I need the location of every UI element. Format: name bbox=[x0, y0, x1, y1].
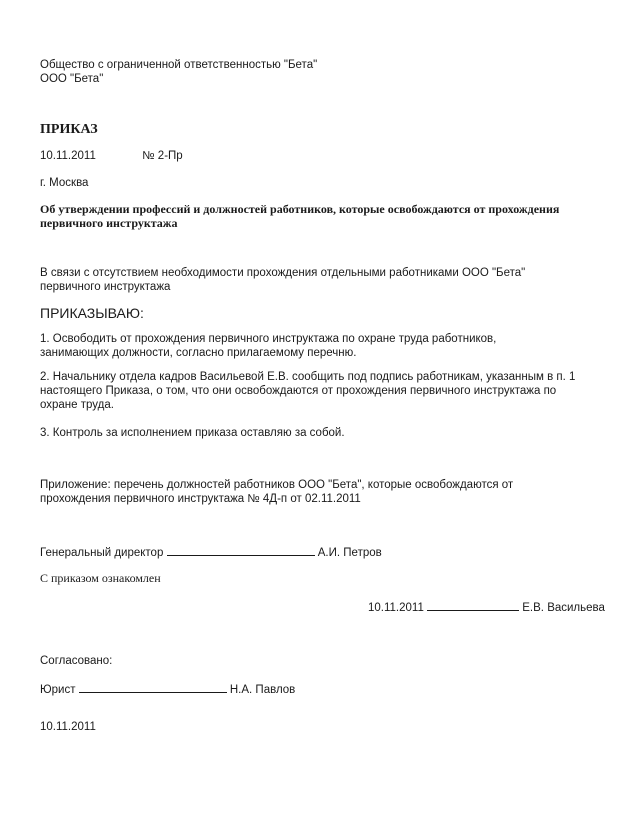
director-name: А.И. Петров bbox=[317, 547, 382, 559]
signature-line bbox=[167, 545, 315, 556]
acknowledged-label: С приказом ознакомлен bbox=[40, 571, 161, 585]
signature-line bbox=[79, 682, 227, 693]
acknowledged-signature bbox=[368, 600, 605, 614]
approved-label: Согласовано: bbox=[40, 655, 113, 667]
lawyer-signature bbox=[40, 682, 295, 696]
approved-date: 10.11.2011 bbox=[40, 721, 96, 733]
order-city: г. Москва bbox=[40, 177, 89, 189]
appendix: Приложение: перечень должностей работников ООО "Бета", которые освобождаются от прохождения первичного инструктажа № 4Д-п от 02.11.2011 bbox=[40, 479, 514, 505]
director-signature bbox=[40, 545, 382, 559]
org-header bbox=[40, 58, 317, 86]
order-date: 10.11.2011 bbox=[40, 150, 96, 162]
order-item-2: 2. Начальнику отдела кадров Васильевой Е.В. сообщить под подпись работникам, указанным в п. 1 настоящего Приказа, о том, что они освобождаются от прохождения первичного инструктажа по охране труда. bbox=[40, 371, 576, 411]
acknowledged-name: Е.В. Васильева bbox=[522, 602, 605, 614]
order-word: ПРИКАЗЫВАЮ: bbox=[40, 305, 144, 321]
order-number: № 2-Пр bbox=[142, 150, 183, 162]
preamble: В связи с отсутствием необходимости прохождения отдельными работниками ООО "Бета" первичного инструктажа bbox=[40, 267, 526, 293]
order-item-1: 1. Освободить от прохождения первичного инструктажа по охране труда работников, занимающих должности, согласно прилагаемому перечню. bbox=[40, 333, 497, 359]
order-date-number bbox=[40, 150, 183, 162]
director-title: Генеральный директор bbox=[40, 547, 164, 559]
org-full-name: Общество с ограниченной ответственностью "Бета" bbox=[40, 59, 318, 71]
order-subject: Об утверждении профессий и должностей работников, которые освобождаются от прохождения первичного инструктажа bbox=[40, 202, 560, 230]
lawyer-name: Н.А. Павлов bbox=[229, 684, 296, 696]
lawyer-title: Юрист bbox=[40, 684, 76, 696]
signature-line bbox=[427, 600, 519, 611]
order-item-3: 3. Контроль за исполнением приказа оставляю за собой. bbox=[40, 427, 345, 439]
org-short-name: ООО "Бета" bbox=[40, 73, 104, 85]
acknowledged-date: 10.11.2011 bbox=[368, 602, 424, 614]
order-title: ПРИКАЗ bbox=[40, 122, 98, 137]
